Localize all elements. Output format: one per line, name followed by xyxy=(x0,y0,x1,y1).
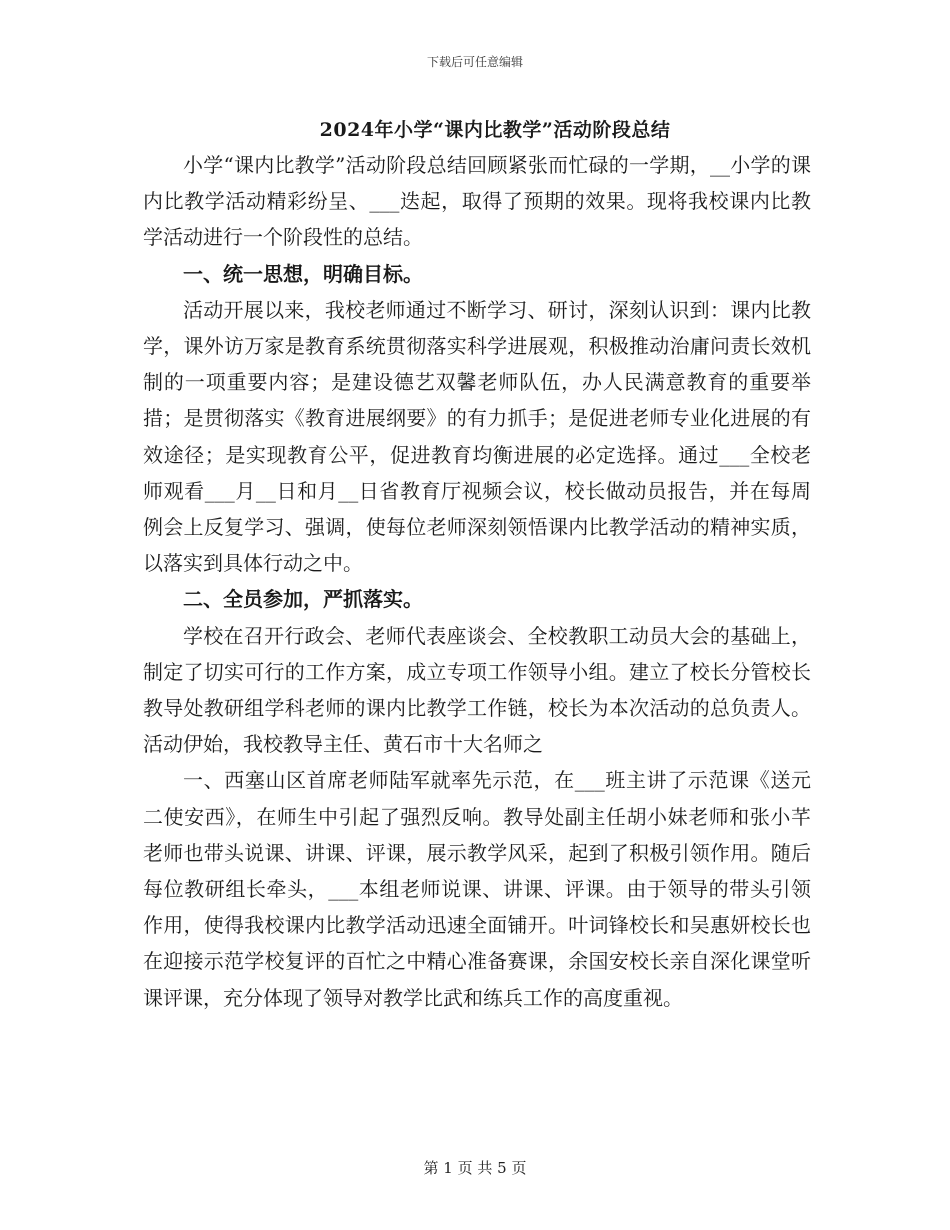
body-paragraph: 一、西塞山区首席老师陆军就率先示范，在___班主讲了示范课《送元二使安西》，在师生中引起了强烈反响。教导处副主任胡小妹老师和张小芊老师也带头说课、讲课、评课，展示教学风采，起到了积极引领作用。随后每位教研组长牵头，___本组老师说课、讲课、评课。由于领导的带头引领作用，使得我校课内比教学活动迅速全面铺开。叶词锋校长和吴惠妍校长也在迎接示范学校复评的百忙之中精心准备赛课，余国安校长亲自深化课堂听课评课，充分体现了领导对教学比武和练兵工作的高度重视。 xyxy=(143,768,811,1010)
body-paragraph: 活动开展以来，我校老师通过不断学习、研讨，深刻认识到：课内比教学，课外访万家是教育系统贯彻落实科学进展观，积极推动治庸问责长效机制的一项重要内容；是建设德艺双馨老师队伍，办人民满意教育的重要举措；是贯彻落实《教育进展纲要》的有力抓手；是促进老师专业化进展的有效途径；是实现教育公平，促进教育均衡进展的必定选择。通过___全校老师观看___月__日和月__日省教育厅视频会议，校长做动员报告，并在每周例会上反复学习、强调，使每位老师深刻领悟课内比教学活动的精神实质，以落实到具体行动之中。 xyxy=(143,297,811,576)
page-number-footer: 第 1 页 共 5 页 xyxy=(423,1159,527,1177)
document-body xyxy=(143,147,811,1016)
body-paragraph: 学校在召开行政会、老师代表座谈会、全校教职工动员大会的基础上，制定了切实可行的工作方案，成立专项工作领导小组。建立了校长分管校长教导处教研组学科老师的课内比教学工作链，校长为本次活动的总负责人。活动伊始，我校教导主任、黄石市十大名师之 xyxy=(143,623,811,757)
section-heading-1: 一、统一思想，明确目标。 xyxy=(183,261,423,286)
intro-paragraph: 小学“课内比教学”活动阶段总结回顾紧张而忙碌的一学期，__小学的课内比教学活动精彩纷呈、___迭起，取得了预期的效果。现将我校课内比教学活动进行一个阶段性的总结。 xyxy=(143,153,811,250)
page-header-note: 下载后可任意编辑 xyxy=(426,55,523,69)
document-title: 2024年小学“课内比教学”活动阶段总结 xyxy=(319,119,671,141)
section-heading-2: 二、全员参加，严抓落实。 xyxy=(183,587,423,612)
